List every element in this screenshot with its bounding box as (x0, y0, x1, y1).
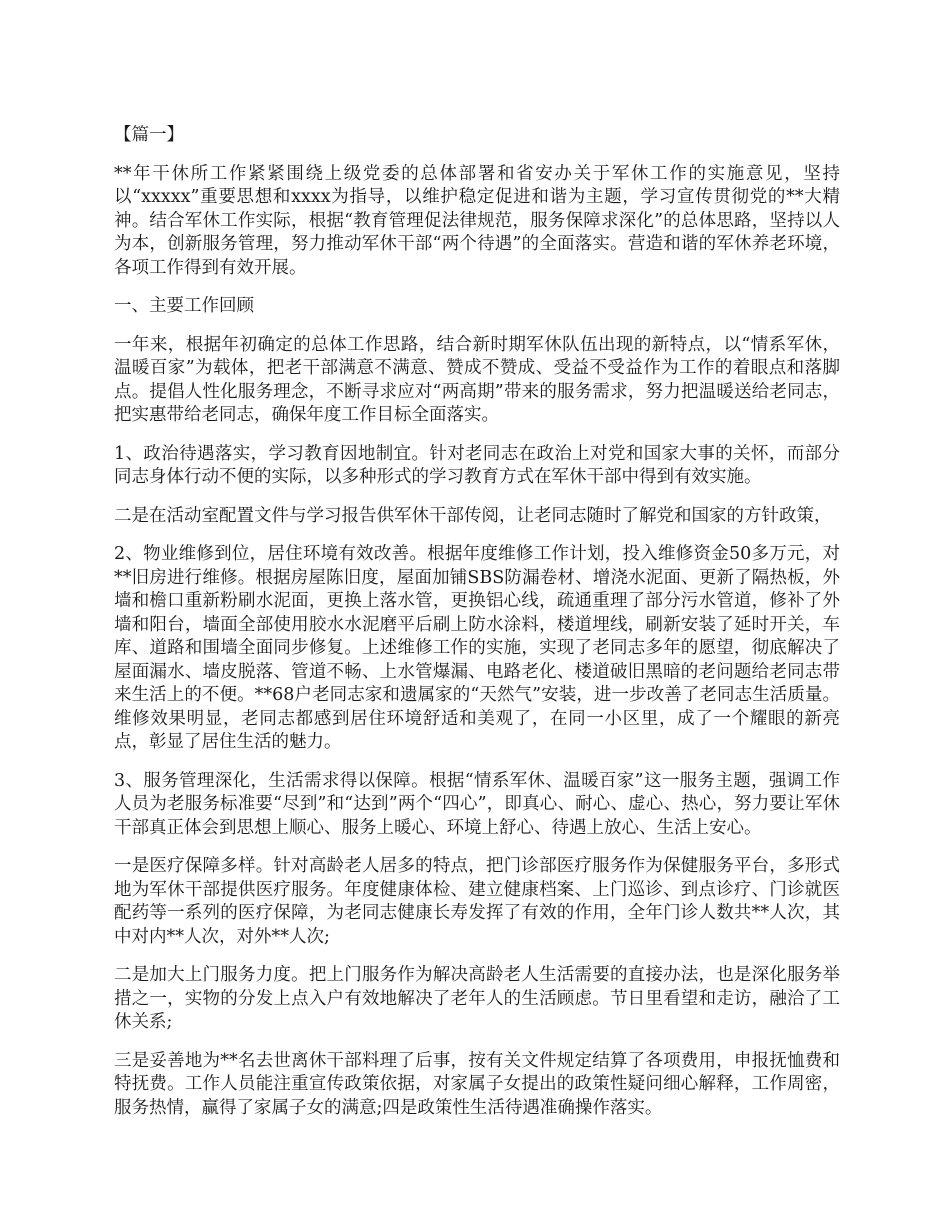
paragraph-political-treatment: 1、政治待遇落实，学习教育因地制宜。针对老同志在政治上对党和国家大事的关怀，而部分同志身体行动不便的实际，以多种形式的学习教育方式在军休干部中得到有效实施。 (114, 443, 840, 487)
paragraph-home-service: 二是加大上门服务力度。把上门服务作为解决高龄老人生活需要的直接办法，也是深化服务举措之一，实物的分发上点入户有效地解决了老年人的生活顾虑。节日里看望和走访，融洽了工休关系; (114, 965, 840, 1032)
paragraph-overview: 一年来，根据年初确定的总体工作思路，结合新时期军休队伍出现的新特点，以“情系军休，温暖百家”为载体，把老干部满意不满意、赞成不赞成、受益不受益作为工作的着眼点和落脚点。提倡人性化服务理念，不断寻求应对“两高期”带来的服务需求，努力把温暖送给老同志，把实惠带给老同志，确保年度工作目标全面落实。 (114, 334, 840, 425)
paragraph-service-management: 3、服务管理深化，生活需求得以保障。根据“情系军休、温暖百家”这一服务主题，强调工作人员为老服务标准要“尽到”和“达到”两个“四心”，即真心、耐心、虚心、热心，努力要让军休干部真正体会到思想上顺心、服务上暖心、环境上舒心、待遇上放心、生活上安心。 (114, 770, 840, 838)
paragraph-activity-room: 二是在活动室配置文件与学习报告供军休干部传阅，让老同志随时了解党和国家的方针政策， (114, 505, 832, 526)
paragraph-funeral-affairs: 三是妥善地为**名去世离休干部料理了后事，按有关文件规定结算了各项费用，申报抚恤费和特抚费。工作人员能注重宣传政策依据，对家属子女提出的政策性疑问细心解释，工作周密，服务热情，赢得了家属子女的满意;四是政策性生活待遇准确操作落实。 (114, 1050, 840, 1118)
section-title: 【篇一】 (114, 125, 184, 145)
paragraph-intro: **年干休所工作紧紧围绕上级党委的总体部署和省安办关于军休工作的实施意见，坚持以“xxxxx”重要思想和xxxx为指导，以维护稳定促进和谐为主题，学习宣传贯彻党的**大精神。结合军休工作实际，根据“教育管理促法律规范，服务保障求深化”的总体思路，坚持以人为本，创新服务管理，努力推动军休干部“两个待遇”的全面落实。营造和谐的军休养老环境，各项工作得到有效开展。 (114, 163, 840, 278)
document-body (114, 124, 840, 1135)
section-heading-review: 一、主要工作回顾 (114, 296, 254, 316)
paragraph-medical-care: 一是医疗保障多样。针对高龄老人居多的特点，把门诊部医疗服务作为保健服务平台，多形式地为军休干部提供医疗服务。年度健康体检、建立健康档案、上门巡诊、到点诊疗、门诊就医配药等一系列的医疗保障，为老同志健康长寿发挥了有效的作用，全年门诊人数共**人次，其中对内**人次，对外**人次; (114, 856, 840, 947)
paragraph-property-maintenance: 2、物业维修到位，居住环境有效改善。根据年度维修工作计划，投入维修资金50多万元，对**旧房进行维修。根据房屋陈旧度，屋面加铺SBS防漏卷材、增浇水泥面、更新了隔热板，外墙和檐口重新粉刷水泥面，更换上落水管，更换铝心线，疏通重理了部分污水管道，修补了外墙和阳台，墙面全部使用胶水水泥磨平后刷上防水涂料，楼道埋线，刷新安装了延时开关，车库、道路和围墙全面同步修复。上述维修工作的实施，实现了老同志多年的愿望，彻底解决了屋面漏水、墙皮脱落、管道不畅、上水管爆漏、电路老化、楼道破旧黑暗的老问题给老同志带来生活上的不便。**68户老同志家和遗属家的“天然气”安装，进一步改善了老同志生活质量。维修效果明显，老同志都感到居住环境舒适和美观了，在同一小区里，成了一个耀眼的新亮点，彰显了居住生活的魅力。 (114, 544, 840, 752)
